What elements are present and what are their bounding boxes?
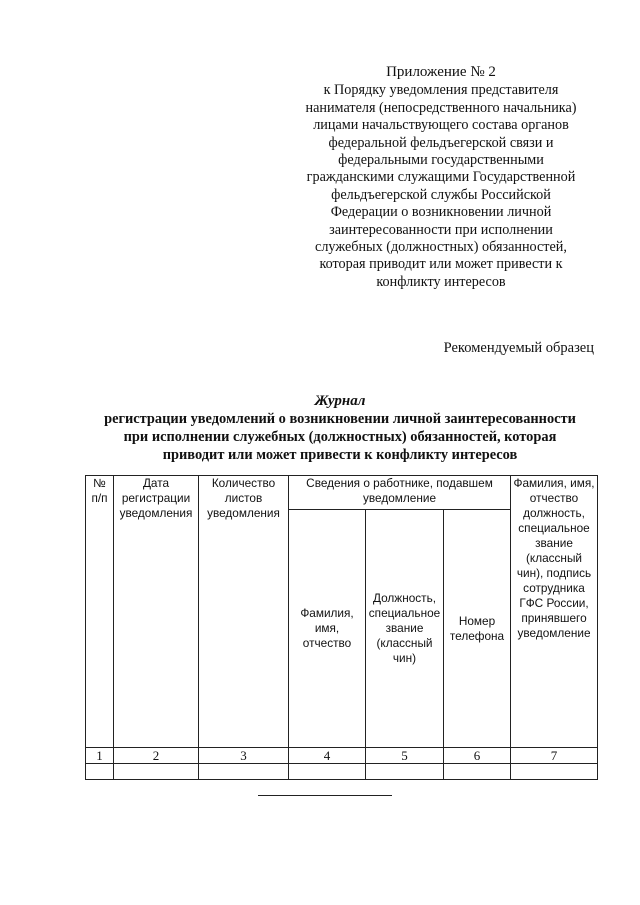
- header-receiver: Фамилия, имя, отчество должность, специальное звание (классный чин), подпись сотрудника ГФС России, принявшего уведомление: [511, 476, 598, 748]
- journal-title: Журнал: [314, 393, 366, 409]
- appendix-line: федеральной фельдъегерской связи и: [328, 134, 554, 151]
- appendix-line: Федерации о возникновении личной: [330, 204, 552, 221]
- empty-cell: [86, 764, 114, 780]
- sample-label: Рекомендуемый образец: [443, 340, 594, 356]
- appendix-line: гражданскими служащими Государственной: [306, 169, 576, 186]
- appendix-line: к Порядку уведомления представителя: [323, 82, 559, 99]
- header-full-name: Фамилия, имя, отчество: [289, 510, 366, 748]
- empty-cell: [114, 764, 199, 780]
- header-num: № п/п: [86, 476, 114, 748]
- header-phone: Номер телефона: [444, 510, 511, 748]
- empty-cell: [289, 764, 366, 780]
- appendix-block: [296, 64, 586, 291]
- appendix-line: фельдъегерской службы Российской: [331, 186, 551, 203]
- appendix-title: Приложение № 2: [386, 64, 496, 80]
- column-number: 2: [114, 748, 199, 764]
- column-number: 1: [86, 748, 114, 764]
- journal-heading: [60, 392, 620, 464]
- column-numbers-row: [86, 748, 598, 764]
- empty-table-row: [86, 764, 598, 780]
- header-date: Дата регистрации уведомления: [114, 476, 199, 748]
- journal-line: регистрации уведомлений о возникновении личной заинтересованности: [104, 411, 576, 427]
- column-number: 7: [511, 748, 598, 764]
- appendix-line: конфликту интересов: [376, 273, 506, 290]
- closing-rule: [258, 795, 392, 796]
- column-number: 5: [366, 748, 444, 764]
- appendix-line: нанимателя (непосредственного начальника): [305, 99, 577, 116]
- journal-line: при исполнении служебных (должностных) обязанностей, которая: [123, 429, 557, 445]
- appendix-line: которая приводит или может привести к: [319, 256, 563, 273]
- header-position: Должность, специальное звание (классный чин): [366, 510, 444, 748]
- empty-cell: [366, 764, 444, 780]
- appendix-line: федеральными государственными: [338, 152, 544, 169]
- column-number: 6: [444, 748, 511, 764]
- empty-cell: [511, 764, 598, 780]
- journal-line: приводит или может привести к конфликту интересов: [162, 447, 518, 463]
- appendix-line: служебных (должностных) обязанностей,: [315, 239, 567, 256]
- header-employee-group: Сведения о работнике, подавшем уведомление: [289, 476, 511, 510]
- appendix-line: заинтересованности при исполнении: [329, 221, 553, 238]
- column-number: 4: [289, 748, 366, 764]
- appendix-line: лицами начальствующего состава органов: [313, 117, 569, 134]
- registration-table: [85, 475, 598, 780]
- empty-cell: [444, 764, 511, 780]
- column-number: 3: [199, 748, 289, 764]
- empty-cell: [199, 764, 289, 780]
- header-sheets: Количество листов уведомления: [199, 476, 289, 748]
